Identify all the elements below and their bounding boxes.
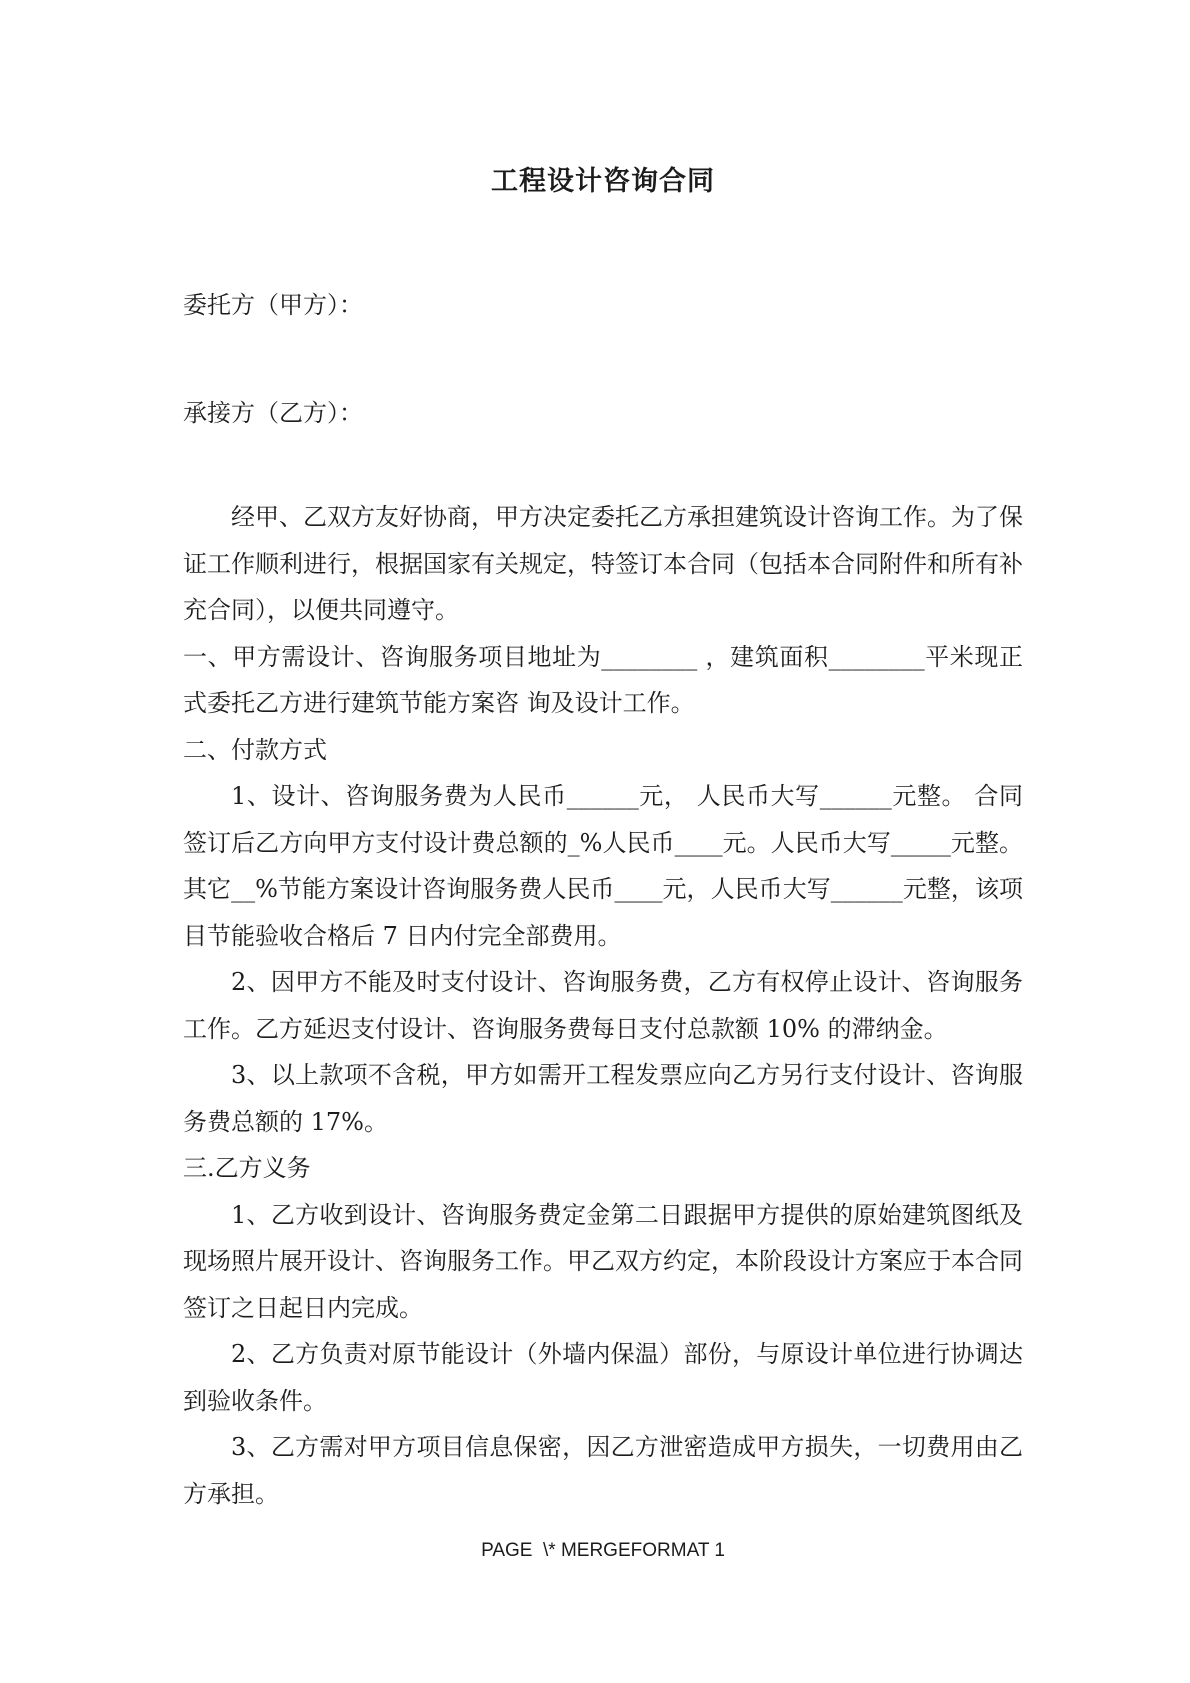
paragraph-obligation-1: 1、乙方收到设计、咨询服务费定金第二日跟据甲方提供的原始建筑图纸及现场照片展开设计、咨询服务工作。甲乙双方约定，本阶段设计方案应于本合同签订之日起日内完成。 [183, 1200, 1023, 1322]
party-b-label: 承接方（乙方）： [183, 399, 363, 427]
paragraph-article-2-heading: 二、付款方式 [183, 735, 327, 764]
paragraph-obligation-2: 2、乙方负责对原节能设计（外墙内保温）部份，与原设计单位进行协调达到验收条件。 [183, 1340, 1023, 1415]
paragraph-payment-3: 3、以上款项不含税，甲方如需开工程发票应向乙方另行支付设计、咨询服务费总额的 17%。 [183, 1061, 1023, 1136]
paragraph-payment-2: 2、因甲方不能及时支付设计、咨询服务费，乙方有权停止设计、咨询服务工作。乙方延迟支付设计、咨询服务费每日支付总款额 10% 的滞纳金。 [183, 968, 1023, 1043]
paragraph-payment-1: 1、设计、咨询服务费为人民币______元， 人民币大写______元整。 合同签订后乙方向甲方支付设计费总额的_%人民币____元。人民币大写_____元整。其它__%节能方案设计咨询服务费人民币____元，人民币大写______元整，该项目节能验收合格后 7 日内付完全部费用。 [183, 782, 1023, 950]
party-a-label: 委托方（甲方）： [183, 291, 363, 319]
paragraph-article-3-heading: 三.乙方义务 [183, 1154, 311, 1182]
paragraph-obligation-3: 3、乙方需对甲方项目信息保密，因乙方泄密造成甲方损失，一切费用由乙方承担。 [183, 1433, 1023, 1508]
document-content [183, 166, 1023, 1517]
paragraph-intro: 经甲、乙双方友好协商，甲方决定委托乙方承担建筑设计咨询工作。为了保证工作顺利进行，根据国家有关规定，特签订本合同（包括本合同附件和所有补充合同），以便共同遵守。 [183, 503, 1023, 624]
page-number-field: PAGE \* MERGEFORMAT 1 [481, 1540, 725, 1561]
document-title: 工程设计咨询合同 [491, 166, 715, 197]
paragraph-article-1: 一、甲方需设计、咨询服务项目地址为________ ，建筑面积________平米现正式委托乙方进行建筑节能方案咨 询及设计工作。 [183, 642, 1023, 717]
